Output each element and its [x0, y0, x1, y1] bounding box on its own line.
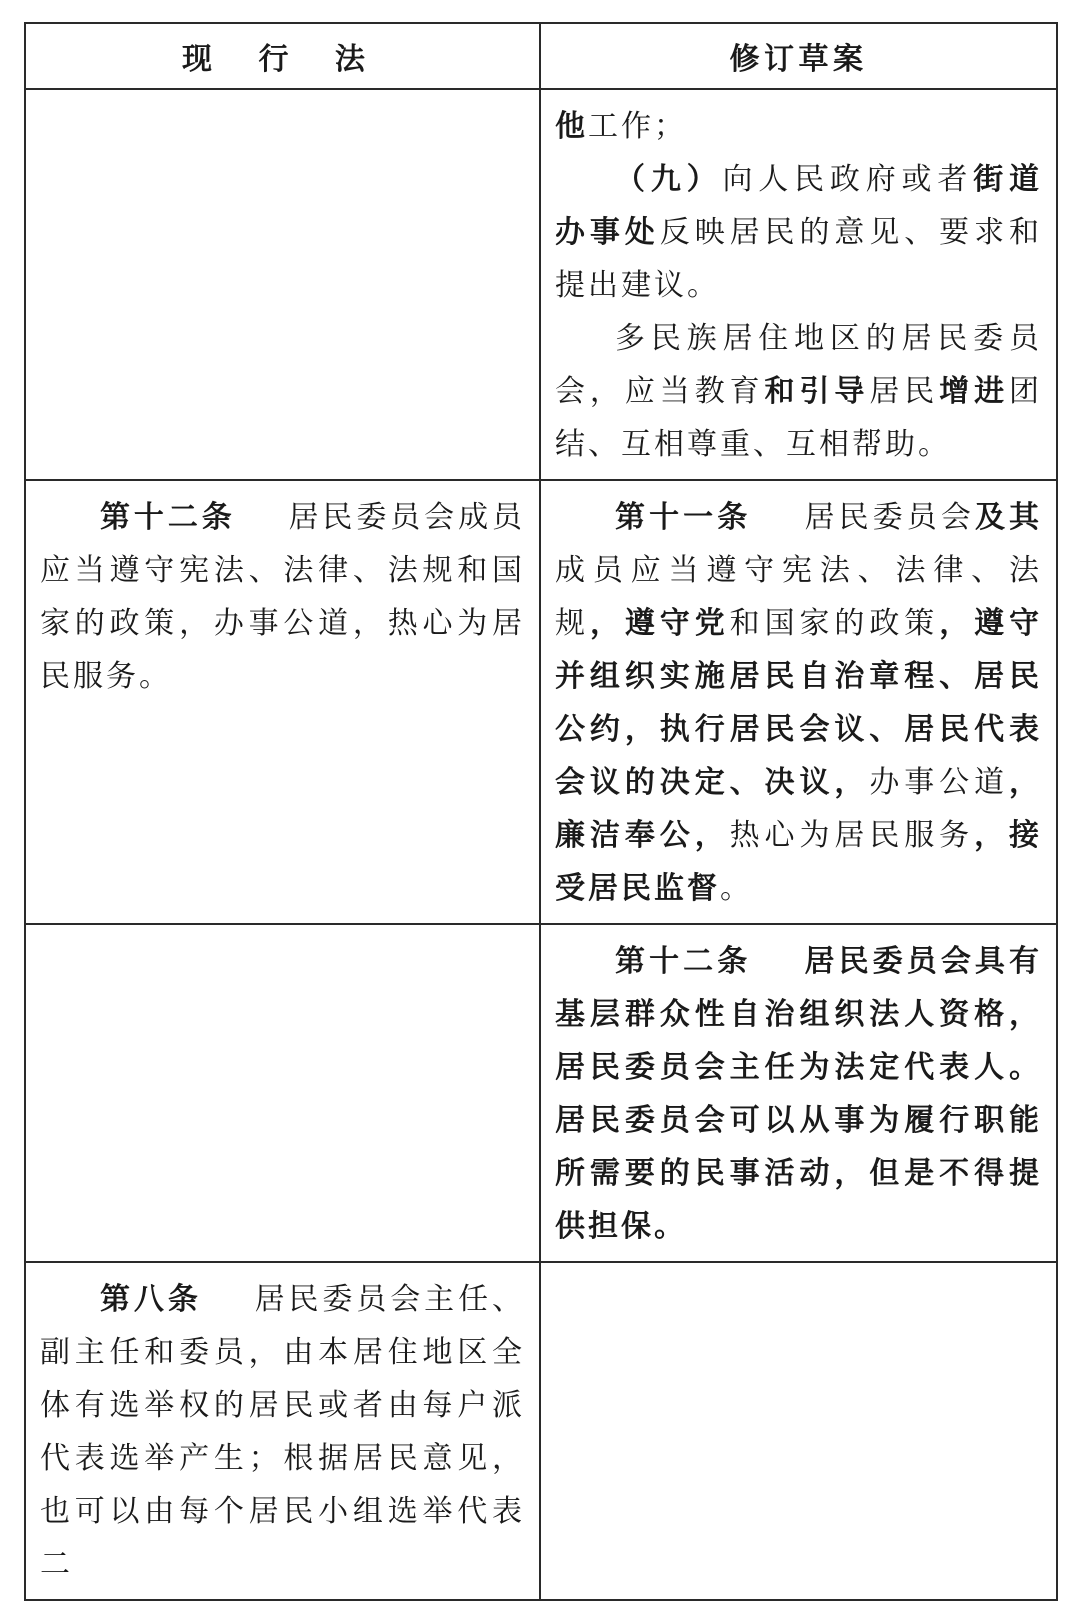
header-row	[25, 23, 1057, 89]
bold-text-run: 第十一条	[615, 500, 752, 535]
bold-text-run: （九）	[615, 162, 723, 197]
text-run: 办事公道	[869, 765, 1010, 800]
header-current-law	[25, 23, 540, 89]
row4-left-cell	[25, 1262, 540, 1600]
paragraph	[40, 491, 525, 703]
text-run: 反映居民的意见、要求和提出建议。	[555, 215, 1043, 303]
table-row	[25, 924, 1057, 1262]
text-run: 工作；	[588, 109, 687, 144]
bold-text-run: 及其	[974, 500, 1043, 535]
header-revision-draft	[540, 23, 1057, 89]
text-run: 和国家的政策	[729, 606, 940, 641]
bold-text-run: ，接受居民监督	[555, 818, 1043, 906]
text-run: 热心为居民服务	[729, 818, 975, 853]
table-row	[25, 89, 1057, 480]
paragraph	[555, 935, 1042, 1253]
text-run: 向人民政府或者	[722, 162, 974, 197]
row2-left-cell	[25, 480, 540, 924]
bold-text-run: ，遵守党	[589, 606, 730, 641]
text-run: 居民委员会成员应当遵守宪法、法律、法规和国家的政策，办事公道，热心为居民服务。	[40, 500, 526, 694]
bold-text-run: ，遵守并组织实施居民自治章程、居民公约，执行居民会议、居民代表会议的决定、决议，	[555, 606, 1043, 800]
bold-text-run: 第八条	[100, 1282, 202, 1317]
bold-text-run: 第十二条 居民委员会具有基层群众性自治组织法人资格，居民委员会主任为法定代表人。居民委员会可以从事为履行职能所需要的民事活动，但是不得提供担保。	[555, 944, 1042, 1244]
bold-text-run: 街道办事处	[555, 162, 1043, 250]
paragraph	[40, 1273, 525, 1591]
row1-left-cell	[25, 89, 540, 480]
paragraph	[555, 100, 1042, 153]
paragraph	[555, 312, 1042, 471]
text-run: 居民委员会主任、副主任和委员，由本居住地区全体有选举权的居民或者由每户派代表选举产生；根据居民意见，也可以由每个居民小组选举代表二	[40, 1282, 525, 1582]
row1-right-cell	[540, 89, 1057, 480]
comparison-table	[24, 22, 1058, 1601]
bold-text-run: ，廉洁奉公，	[555, 765, 1043, 853]
bold-text-run: 他	[555, 109, 588, 144]
text-run: 居民	[869, 374, 940, 409]
row4-right-cell	[540, 1262, 1057, 1600]
text-run: 居民委员会	[751, 500, 975, 535]
text-run: 成员应当遵守宪法、法律、法规	[555, 553, 1042, 641]
text-run: 团结、互相尊重、互相帮助。	[555, 374, 1043, 462]
header-current-law-text: 现 行 法	[182, 42, 383, 77]
row3-left-cell	[25, 924, 540, 1262]
paragraph	[555, 491, 1042, 915]
table-row	[25, 1262, 1057, 1600]
paragraph	[555, 153, 1042, 312]
bold-text-run: 第十二条	[100, 500, 236, 535]
text-run: 多民族居住地区的居民委员会，应当教育	[555, 321, 1042, 409]
header-revision-draft-text: 修订草案	[729, 42, 868, 77]
table-row	[25, 480, 1057, 924]
bold-text-run: 增进	[939, 374, 1010, 409]
row3-right-cell	[540, 924, 1057, 1262]
bold-text-run: 和引导	[764, 374, 870, 409]
row2-right-cell	[540, 480, 1057, 924]
text-run: 。	[720, 871, 753, 906]
